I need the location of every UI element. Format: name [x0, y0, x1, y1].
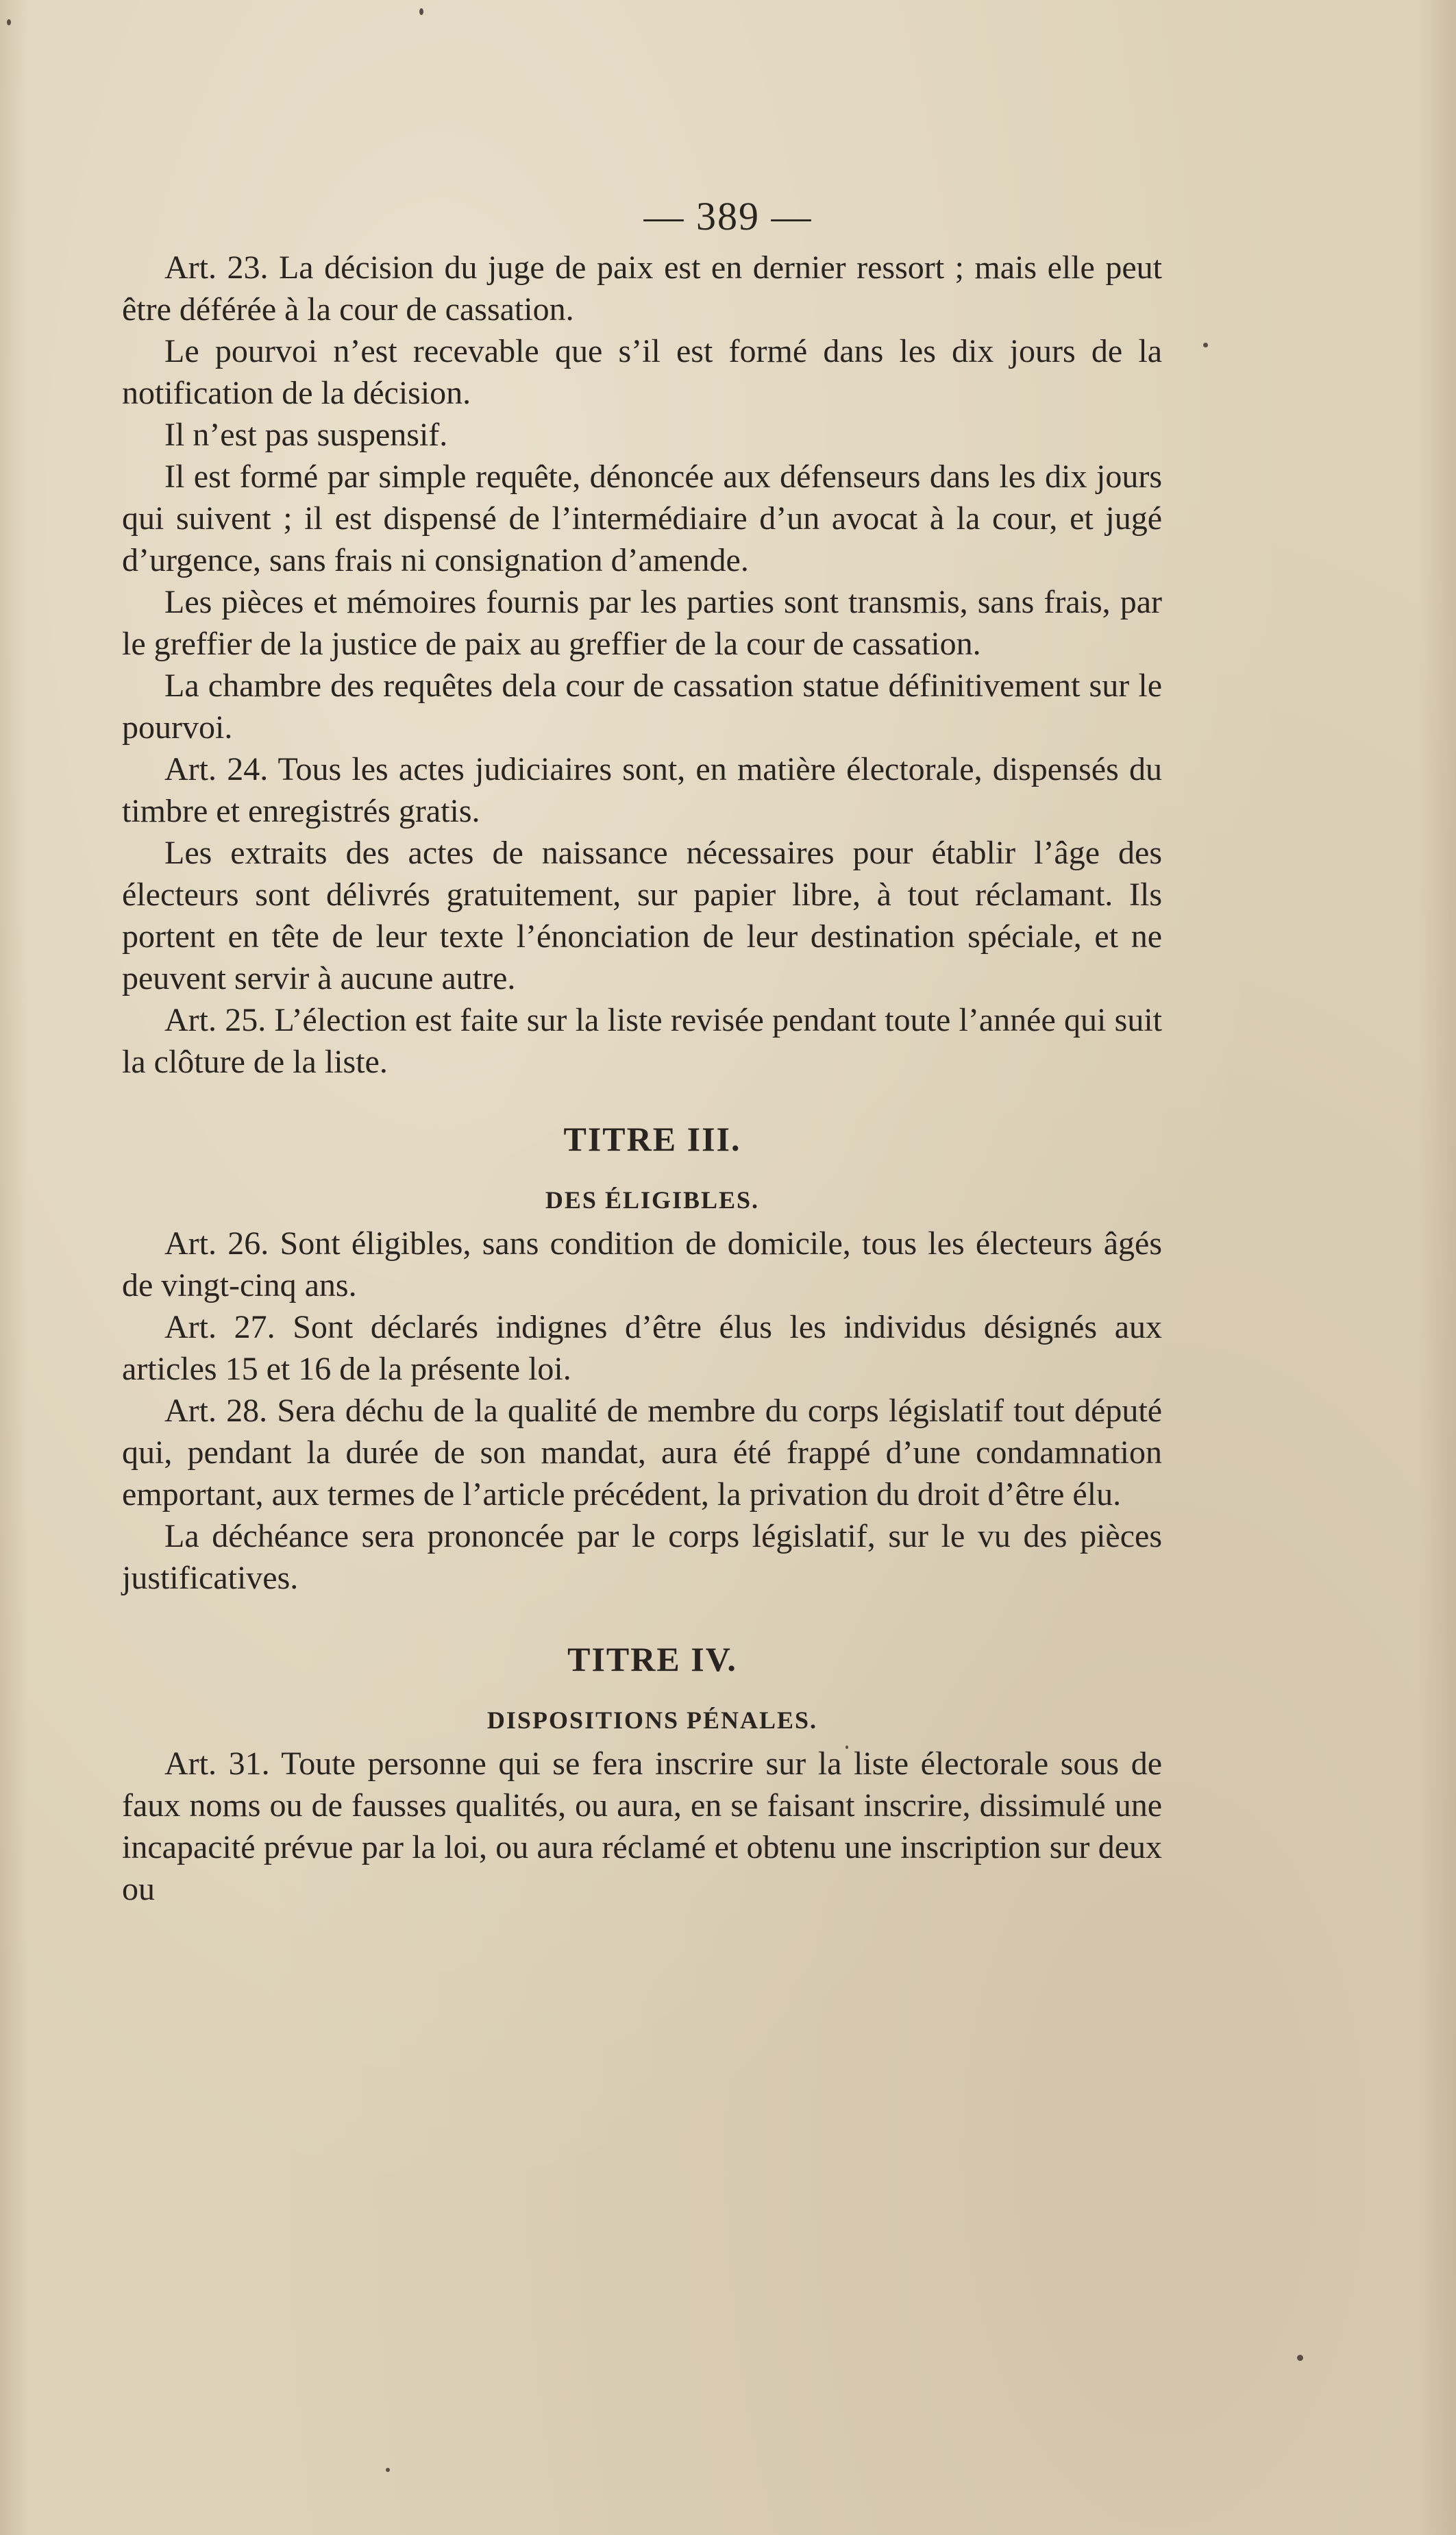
paragraph: Il n’est pas suspensif.	[164, 417, 448, 453]
paragraph: La déchéance sera prononcée par le corps législatif, sur le vu des pièces justificatives.	[122, 1518, 1162, 1596]
section-title: TITRE III.	[563, 1120, 741, 1158]
section-dispositions-penales	[122, 1743, 1162, 1910]
paper-speck	[7, 19, 11, 25]
paper-speck	[386, 2468, 390, 2472]
section-subtitle: DES ÉLIGIBLES.	[545, 1186, 760, 1214]
paper-speck	[419, 8, 423, 15]
article-26: Art. 26. Sont éligibles, sans condition de domicile, tous les électeurs âgés de vingt-cinq ans.	[122, 1225, 1162, 1303]
page-number: — 389 —	[643, 194, 813, 238]
article-25: Art. 25. L’élection est faite sur la liste revisée pendant toute l’année qui suit la clôture de la liste.	[122, 1002, 1162, 1080]
paper-speck	[1203, 343, 1208, 347]
section-articles-23-25	[122, 247, 1162, 1083]
paragraph: Il est formé par simple requête, dénoncée aux défenseurs dans les dix jours qui suivent ; il est dispensé de l’intermédiaire d’un avocat à la cour, et jugé d’urgence, sans frais ni consignation d’amende.	[122, 458, 1162, 578]
paragraph: Les pièces et mémoires fournis par les parties sont transmis, sans frais, par le greffier de la justice de paix au greffier de la cour de cassation.	[122, 584, 1162, 662]
section-title: TITRE IV.	[567, 1640, 737, 1678]
article-23: Art. 23. La décision du juge de paix est en dernier ressort ; mais elle peut être déférée à la cour de cassation.	[122, 249, 1162, 328]
section-eligibles	[122, 1223, 1162, 1599]
article-27: Art. 27. Sont déclarés indignes d’être élus les individus désignés aux articles 15 et 16 de la présente loi.	[122, 1309, 1162, 1387]
section-subtitle: DISPOSITIONS PÉNALES.	[486, 1706, 818, 1734]
paper-speck	[1297, 2355, 1303, 2361]
paragraph: La chambre des requêtes dela cour de cassation statue définitivement sur le pourvoi.	[122, 668, 1162, 746]
paragraph: Les extraits des actes de naissance nécessaires pour établir l’âge des électeurs sont délivrés gratuitement, sur papier libre, à tout réclamant. Ils portent en tête de leur texte l’énonciation de leur destination spéciale, et ne peuvent servir à aucune autre.	[122, 835, 1162, 996]
page-body	[122, 247, 1162, 1910]
paragraph: Le pourvoi n’est recevable que s’il est formé dans les dix jours de la notification de la décision.	[122, 333, 1162, 411]
article-24: Art. 24. Tous les actes judiciaires sont, en matière électorale, dispensés du timbre et enregistrés gratis.	[122, 751, 1162, 829]
article-28: Art. 28. Sera déchu de la qualité de membre du corps législatif tout député qui, pendant la durée de son mandat, aura été frappé d’une condamnation emportant, aux termes de l’article précédent, la privation du droit d’être élu.	[122, 1393, 1162, 1513]
article-31: Art. 31. Toute personne qui se fera inscrire sur la liste électorale sous de faux noms ou de fausses qualités, ou aura, en se faisant inscrire, dissimulé une incapacité prévue par la loi, ou aura réclamé et obtenu une inscription sur deux ou	[122, 1746, 1162, 1907]
